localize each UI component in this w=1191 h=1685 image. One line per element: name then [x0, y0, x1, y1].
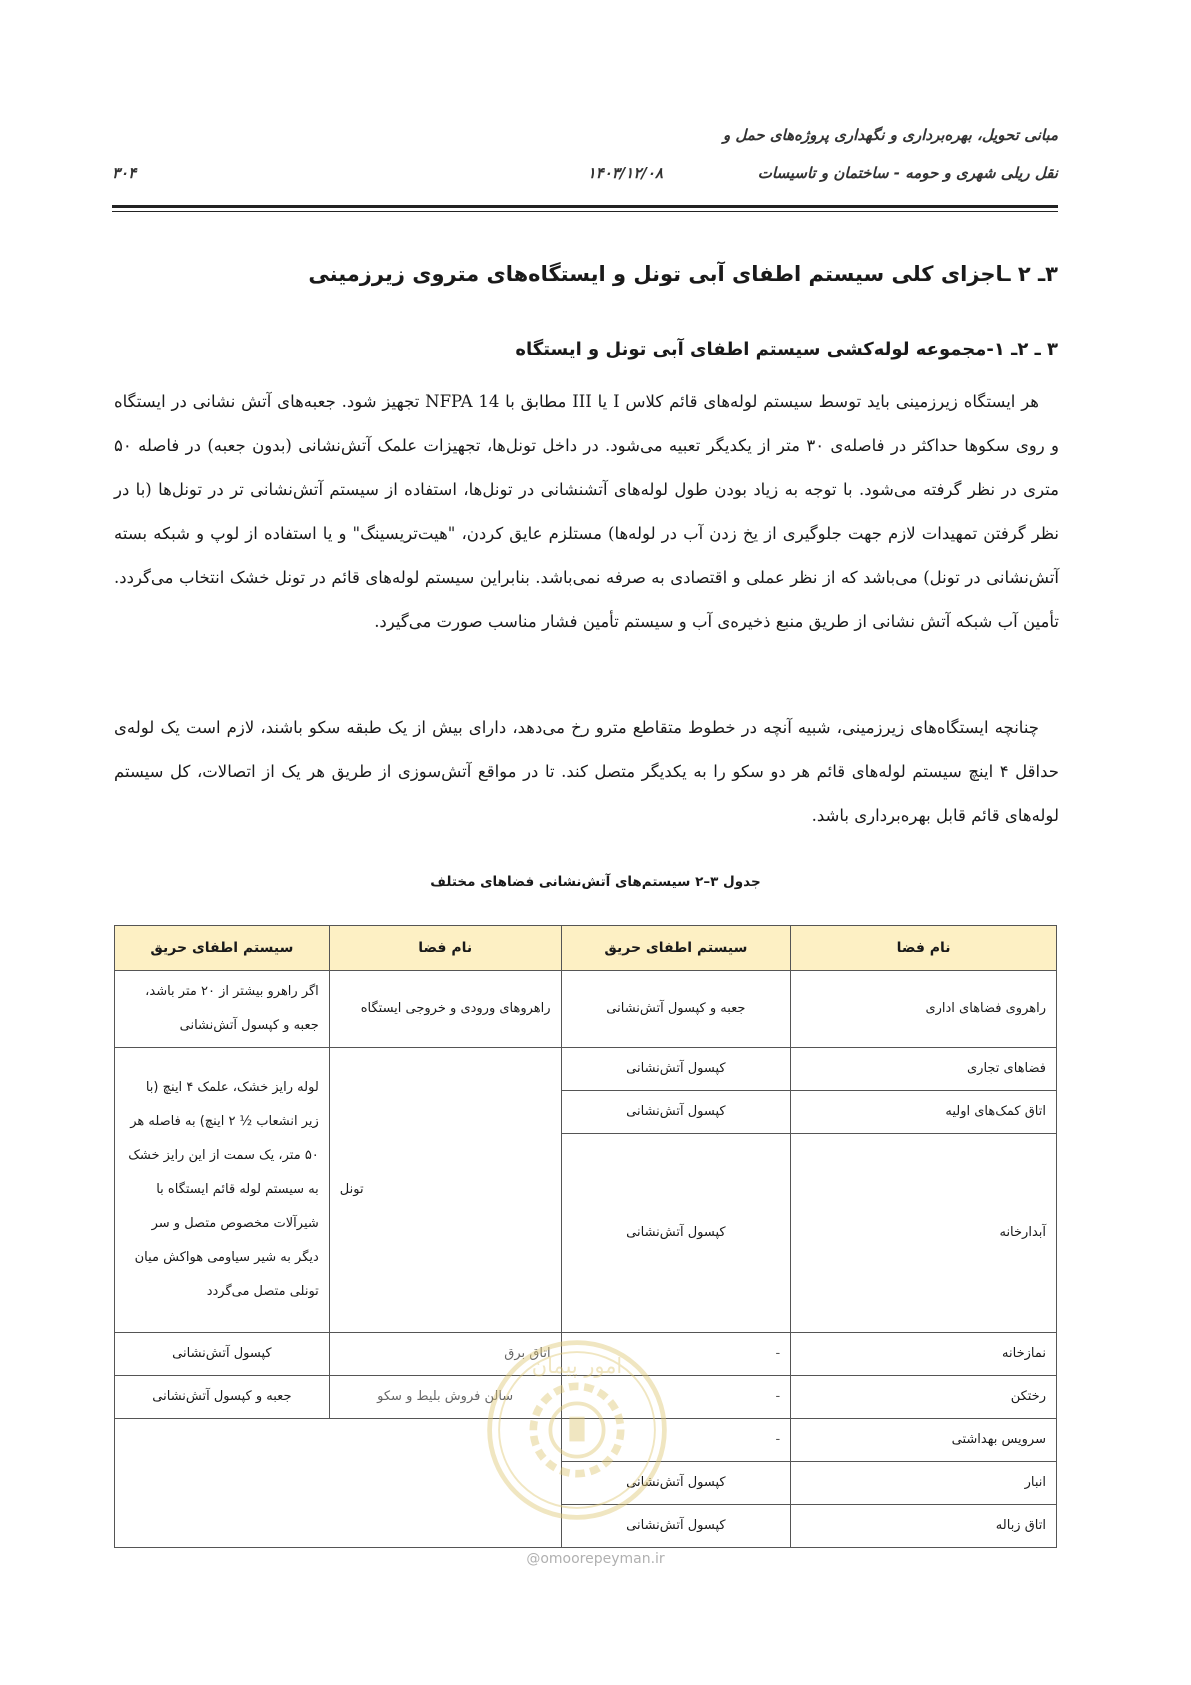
- cell-system-tunnel: لوله رایز خشک، علمک ۴ اینچ (با زیر انشعاب ½ ۲ اینچ) به فاصله هر ۵۰ متر، یک سمت از این رایز خشک به سیستم لوله قائم ایستگاه با شیرآلات مخصوص متصل و سر دیگر به شیر سیاومی هواکش میان تونلی متصل می‌گردد: [115, 1048, 330, 1333]
- cell-system: -: [561, 1376, 791, 1419]
- paragraph-1-text: هر ایستگاه زیرزمینی باید توسط سیستم لوله‌های قائم کلاس I یا III مطابق با NFPA 14 تجهیز شود. جعبه‌های آتش نشانی در ایستگاه و روی سکوها حداکثر در فاصله‌ی ۳۰ متر از یکدیگر تعبیه می‌شود. در داخل تونل‌ها، تجهیزات علمک آتش‌نشانی (بدون جعبه) در فاصله ۵۰ متری در نظر گرفته می‌شود. با توجه به زیاد بودن طول لوله‌های آتشنشانی در تونل‌ها، استفاده از سیستم آتش‌نشانی تر در تونل‌ها (با در نظر گرفتن تمهیدات لازم جهت جلوگیری از یخ زدن آب در لوله‌ها) مستلزم عایق کردن، "هیت‌تریسینگ" و یا استفاده از لوپ و شبکه بسته آتش‌نشانی در تونل) می‌باشد که از نظر عملی و اقتصادی به صرفه نمی‌باشد. بنابراین سیستم لوله‌های قائم در تونل خشک انتخاب می‌گردد. تأمین آب شبکه آتش نشانی از طریق منبع ذخیره‌ی آب و سیستم تأمین فشار مناسب صورت می‌گیرد.: [114, 392, 1059, 631]
- watermark-seal-text: امور پیمان: [531, 1354, 623, 1378]
- header-title-line2: نقل ریلی شهری و حومه - ساختمان و تاسیسات: [757, 164, 1058, 182]
- cell-system: -: [561, 1419, 791, 1462]
- cell-system: جعبه و کپسول آتش‌نشانی: [561, 971, 791, 1048]
- cell-space: سرویس بهداشتی: [791, 1419, 1057, 1462]
- header-rule-thin: [112, 211, 1058, 212]
- table-caption: جدول ۳–۲ سیستم‌های آتش‌نشانی فضاهای مختلف: [430, 874, 761, 890]
- header-date: ۱۴۰۳/۱۲/۰۸: [587, 164, 663, 182]
- cell-space: فضاهای تجاری: [791, 1048, 1057, 1091]
- header-title-line1: مبانی تحویل، بهره‌برداری و نگهداری پروژه‌های حمل و: [722, 126, 1058, 144]
- website-footer: @omoorepeyman.ir: [526, 1551, 665, 1567]
- header-fire-system-2: سیستم اطفای حریق: [115, 926, 330, 971]
- cell-space: رختکن: [791, 1376, 1057, 1419]
- page-header: [112, 118, 1058, 218]
- page-number: ۳۰۴: [112, 164, 137, 182]
- cell-system: کپسول آتش‌نشانی: [561, 1091, 791, 1134]
- cell-system: کپسول آتش‌نشانی: [561, 1505, 791, 1548]
- header-fire-system-1: سیستم اطفای حریق: [561, 926, 791, 971]
- cell-space: آبدارخانه: [791, 1134, 1057, 1333]
- cell-system: کپسول آتش‌نشانی: [561, 1462, 791, 1505]
- paragraph-1: [114, 380, 1059, 644]
- cell-space: راهروهای ورودی و خروجی ایستگاه: [329, 971, 561, 1048]
- cell-system: کپسول آتش‌نشانی: [115, 1333, 330, 1376]
- cell-space: راهروی فضاهای اداری: [791, 971, 1057, 1048]
- cell-space: اتاق برق: [329, 1333, 561, 1376]
- watermark-seal: [482, 1335, 672, 1525]
- cell-system: -: [561, 1333, 791, 1376]
- cell-space-tunnel: تونل: [329, 1048, 561, 1333]
- paragraph-2-text: چنانچه ایستگاه‌های زیرزمینی، شبیه آنچه در خطوط متقاطع مترو رخ می‌دهد، دارای بیش از یک طبقه سکو باشند، لازم است یک لوله‌ی حداقل ۴ اینچ سیستم لوله‌های قائم هر دو سکو را به یکدیگر متصل کند. تا در مواقع آتش‌سوزی از طریق هر یک از اتصالات، کل سیستم لوله‌های قائم قابل بهره‌برداری باشد.: [114, 718, 1059, 825]
- subsection-heading: ۳ ـ ۲ـ ۱-مجموعه لوله‌کشی سیستم اطفای آبی تونل و ایستگاه: [515, 339, 1058, 360]
- cell-system: اگر راهرو بیشتر از ۲۰ متر باشد، جعبه و کپسول آتش‌نشانی: [115, 971, 330, 1048]
- table-row: [115, 1048, 1057, 1091]
- header-rule-thick: [112, 205, 1058, 208]
- cell-space: انبار: [791, 1462, 1057, 1505]
- cell-space: نمازخانه: [791, 1333, 1057, 1376]
- header-space-name-1: نام فضا: [791, 926, 1057, 971]
- cell-space: اتاق کمک‌های اولیه: [791, 1091, 1057, 1134]
- cell-system: کپسول آتش‌نشانی: [561, 1134, 791, 1333]
- paragraph-2: [114, 706, 1059, 838]
- header-space-name-2: نام فضا: [329, 926, 561, 971]
- cell-system: جعبه و کپسول آتش‌نشانی: [115, 1376, 330, 1419]
- cell-system: کپسول آتش‌نشانی: [561, 1048, 791, 1091]
- table-header-row: [115, 926, 1057, 971]
- cell-space: سالن فروش بلیط و سکو: [329, 1376, 561, 1419]
- cell-space: اتاق زباله: [791, 1505, 1057, 1548]
- table-row: [115, 971, 1057, 1048]
- section-heading: ۳ـ ۲ ـاجزای کلی سیستم اطفای آبی تونل و ایستگاه‌های متروی زیرزمینی: [308, 262, 1058, 286]
